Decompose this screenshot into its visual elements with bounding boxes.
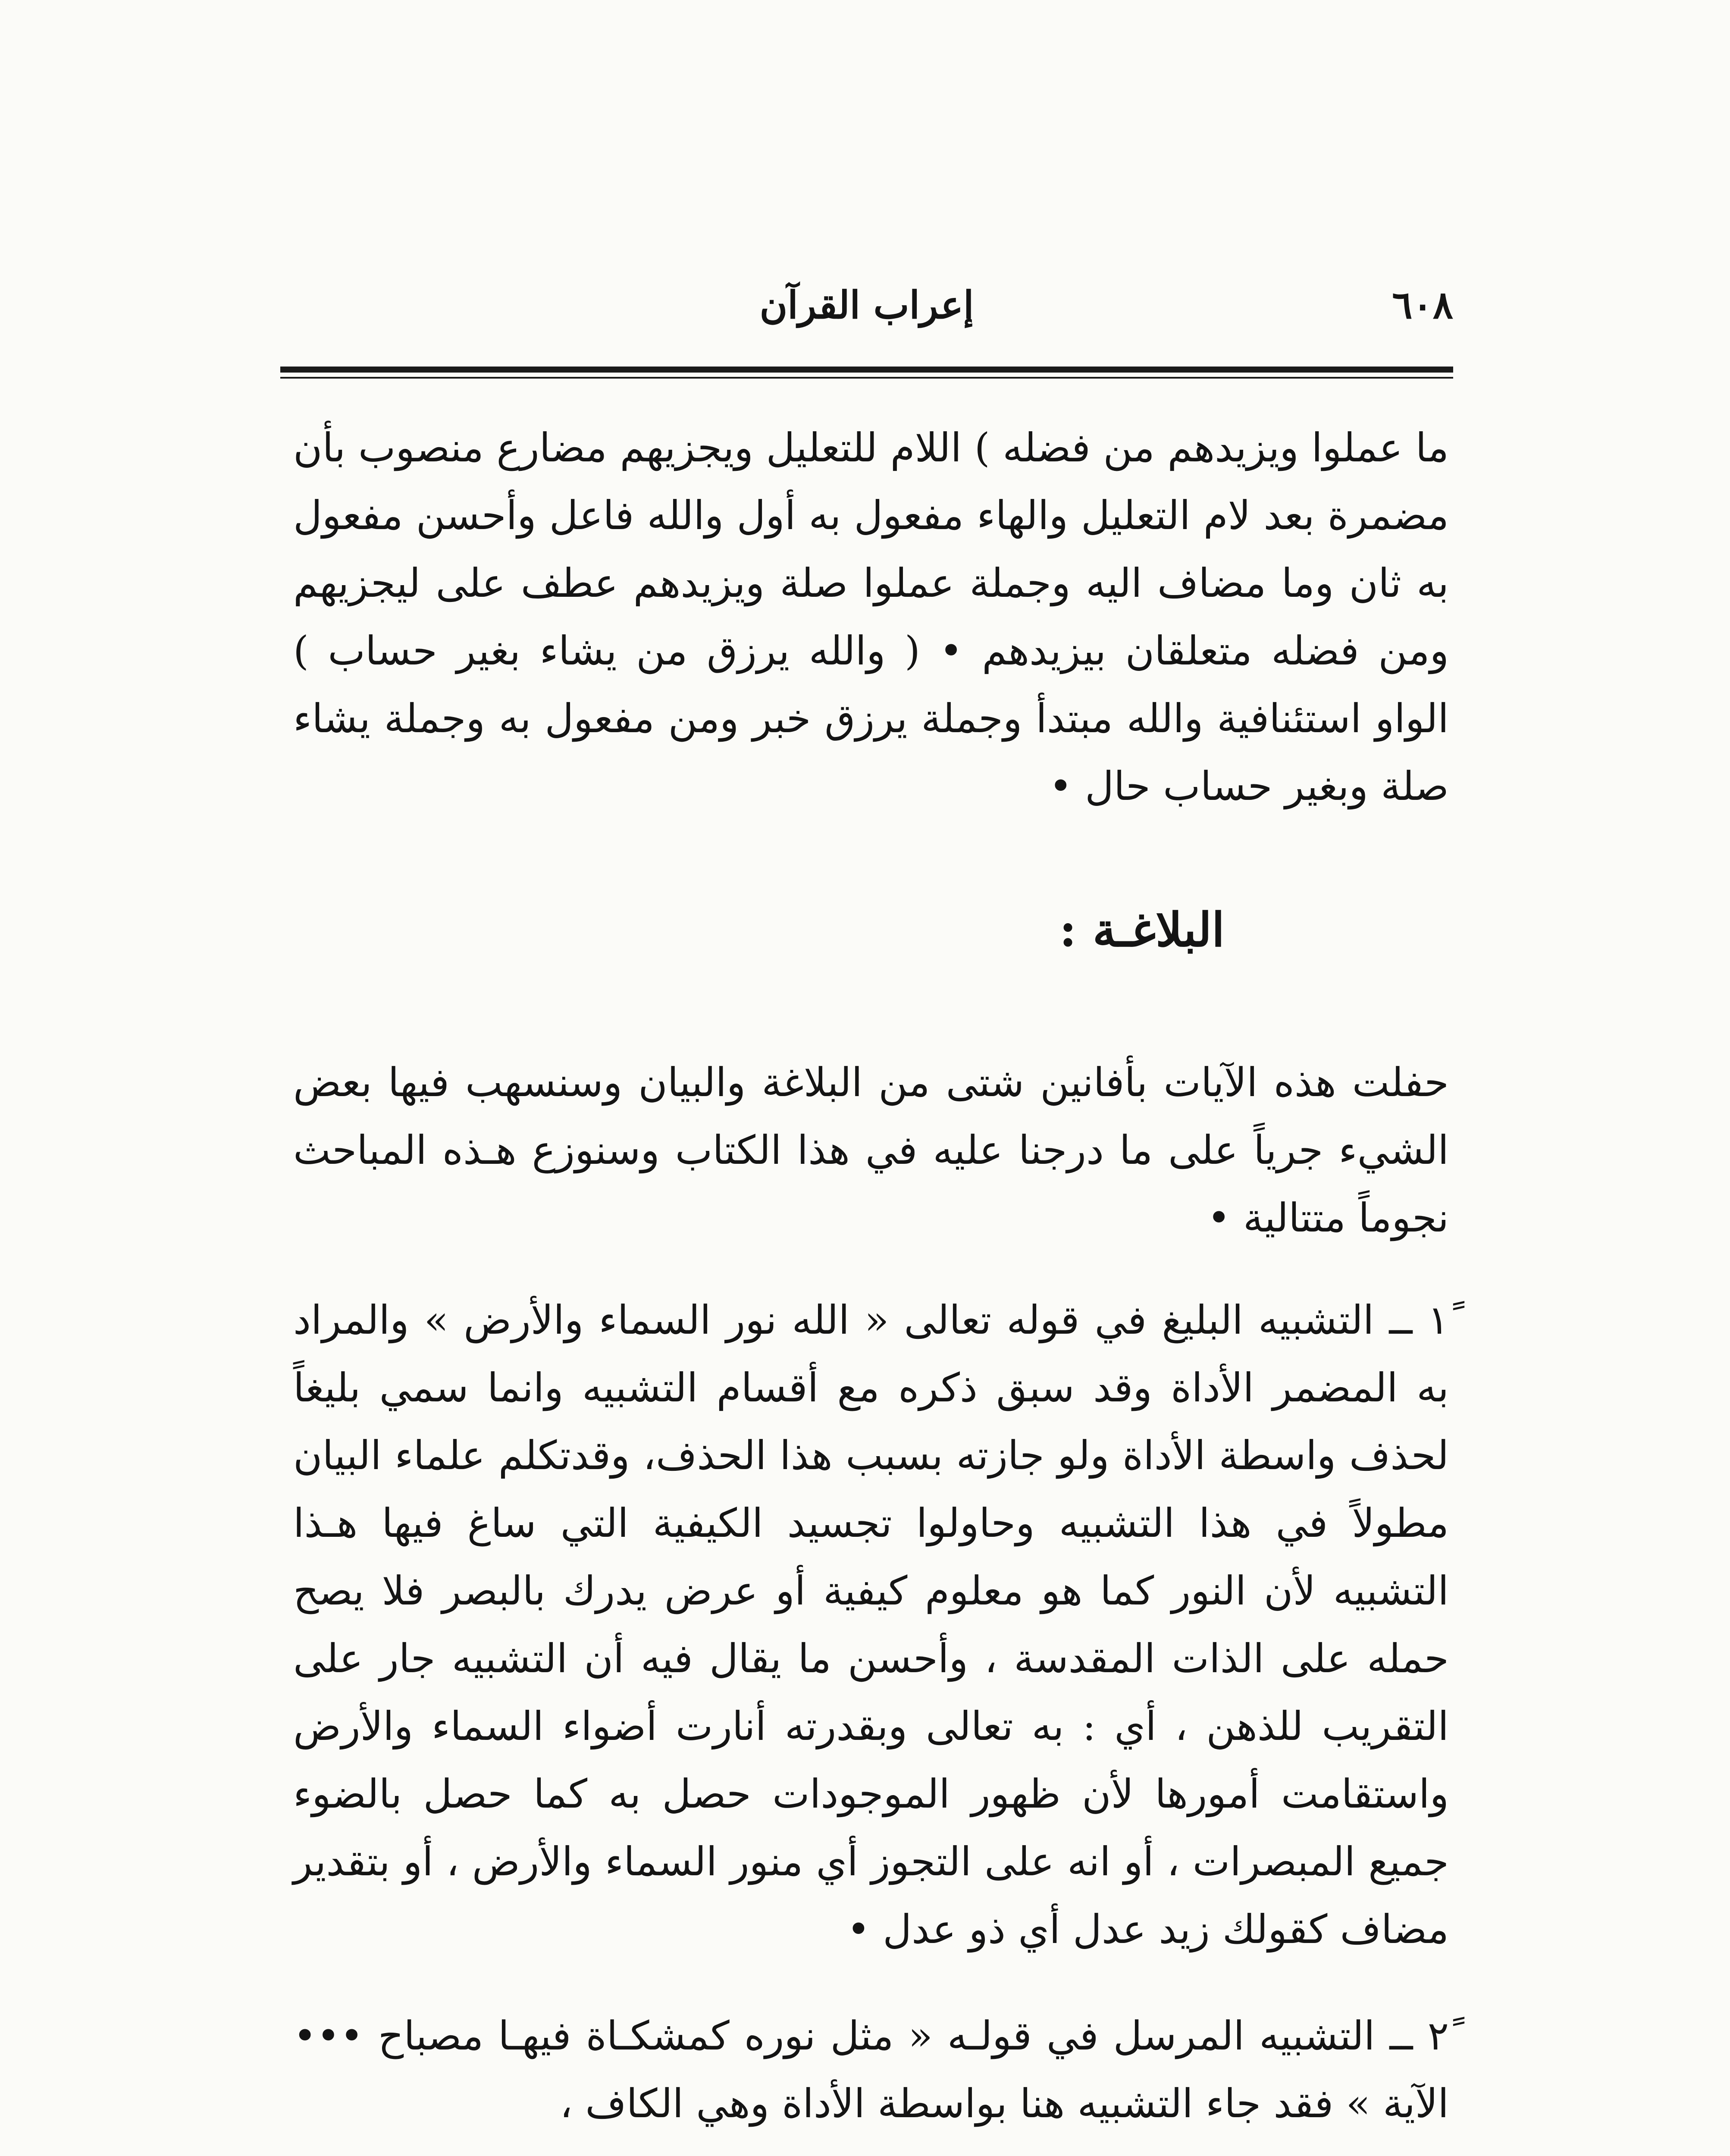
header-rule-thick: [280, 367, 1453, 373]
intro-paragraph: ما عملوا ويزيدهم من فضله ) اللام للتعليل ويجزيهم مضارع منصوب بأن مضمرة بعد لام التعليل والهاء مفعول به أول والله فاعل وأحسن مفعول به ثان وما مضاف اليه وجملة عملوا صلة ويزيدهم عطف على ليجزيهم ومن فضله متعلقان بيزيدهم • ( والله يرزق من يشاء بغير حساب ) الواو استئنافية والله مبتدأ وجملة يرزق خبر ومن مفعول به وجملة يشاء صلة وبغير حساب حال •: [293, 425, 1449, 809]
paragraph-3: ٢ً ــ التشبيه المرسل في قولـه « مثل نوره كمشكـاة فيهـا مصباح ••• الآية » فقد جاء التشبيه هنا بواسطة الأداة وهي الكاف ،: [293, 2013, 1449, 2127]
header-rule-thin: [280, 377, 1453, 379]
paragraph-2: ١ً ــ التشبيه البليغ في قوله تعالى « الله نور السماء والأرض » والمراد به المضمر الأداة وقد سبق ذكره مع أقسام التشبيه وانما سمي بليغاً لحذف واسطة الأداة ولو جازته بسبب هذا الحذف، وقدتكلم علماء البيان مطولاً في هذا التشبيه وحاولوا تجسيد الكيفية التي ساغ فيها هـذا التشبيه لأن النور كما هو معلوم كيفية أو عرض يدرك بالبصر فلا يصح حمله على الذات المقدسة ، وأحسن ما يقال فيه أن التشبيه جار على التقريب للذهن ، أي : به تعالى وبقدرته أنارت أضواء السماء والأرض واستقامت أمورها لأن ظهور الموجودات حصل به كما حصل بالضوء جميع المبصرات ، أو انه على التجوز أي منور السماء والأرض ، أو بتقدير مضاف كقولك زيد عدل أي ذو عدل •: [293, 1297, 1449, 1952]
page-number: ٦٠٨: [1392, 282, 1453, 327]
paragraph-1: حفلت هذه الآيات بأفانين شتى من البلاغة والبيان وسنسهب فيها بعض الشيء جرياً على ما درجنا عليه في هذا الكتاب وسنوزع هـذه المباحث نجوماً متتالية •: [293, 1059, 1449, 1241]
section-heading: البلاغـة :: [1059, 903, 1225, 957]
page-header: [280, 272, 1453, 349]
page-body: [293, 414, 1449, 2137]
running-title: إعراب القرآن: [759, 282, 974, 327]
